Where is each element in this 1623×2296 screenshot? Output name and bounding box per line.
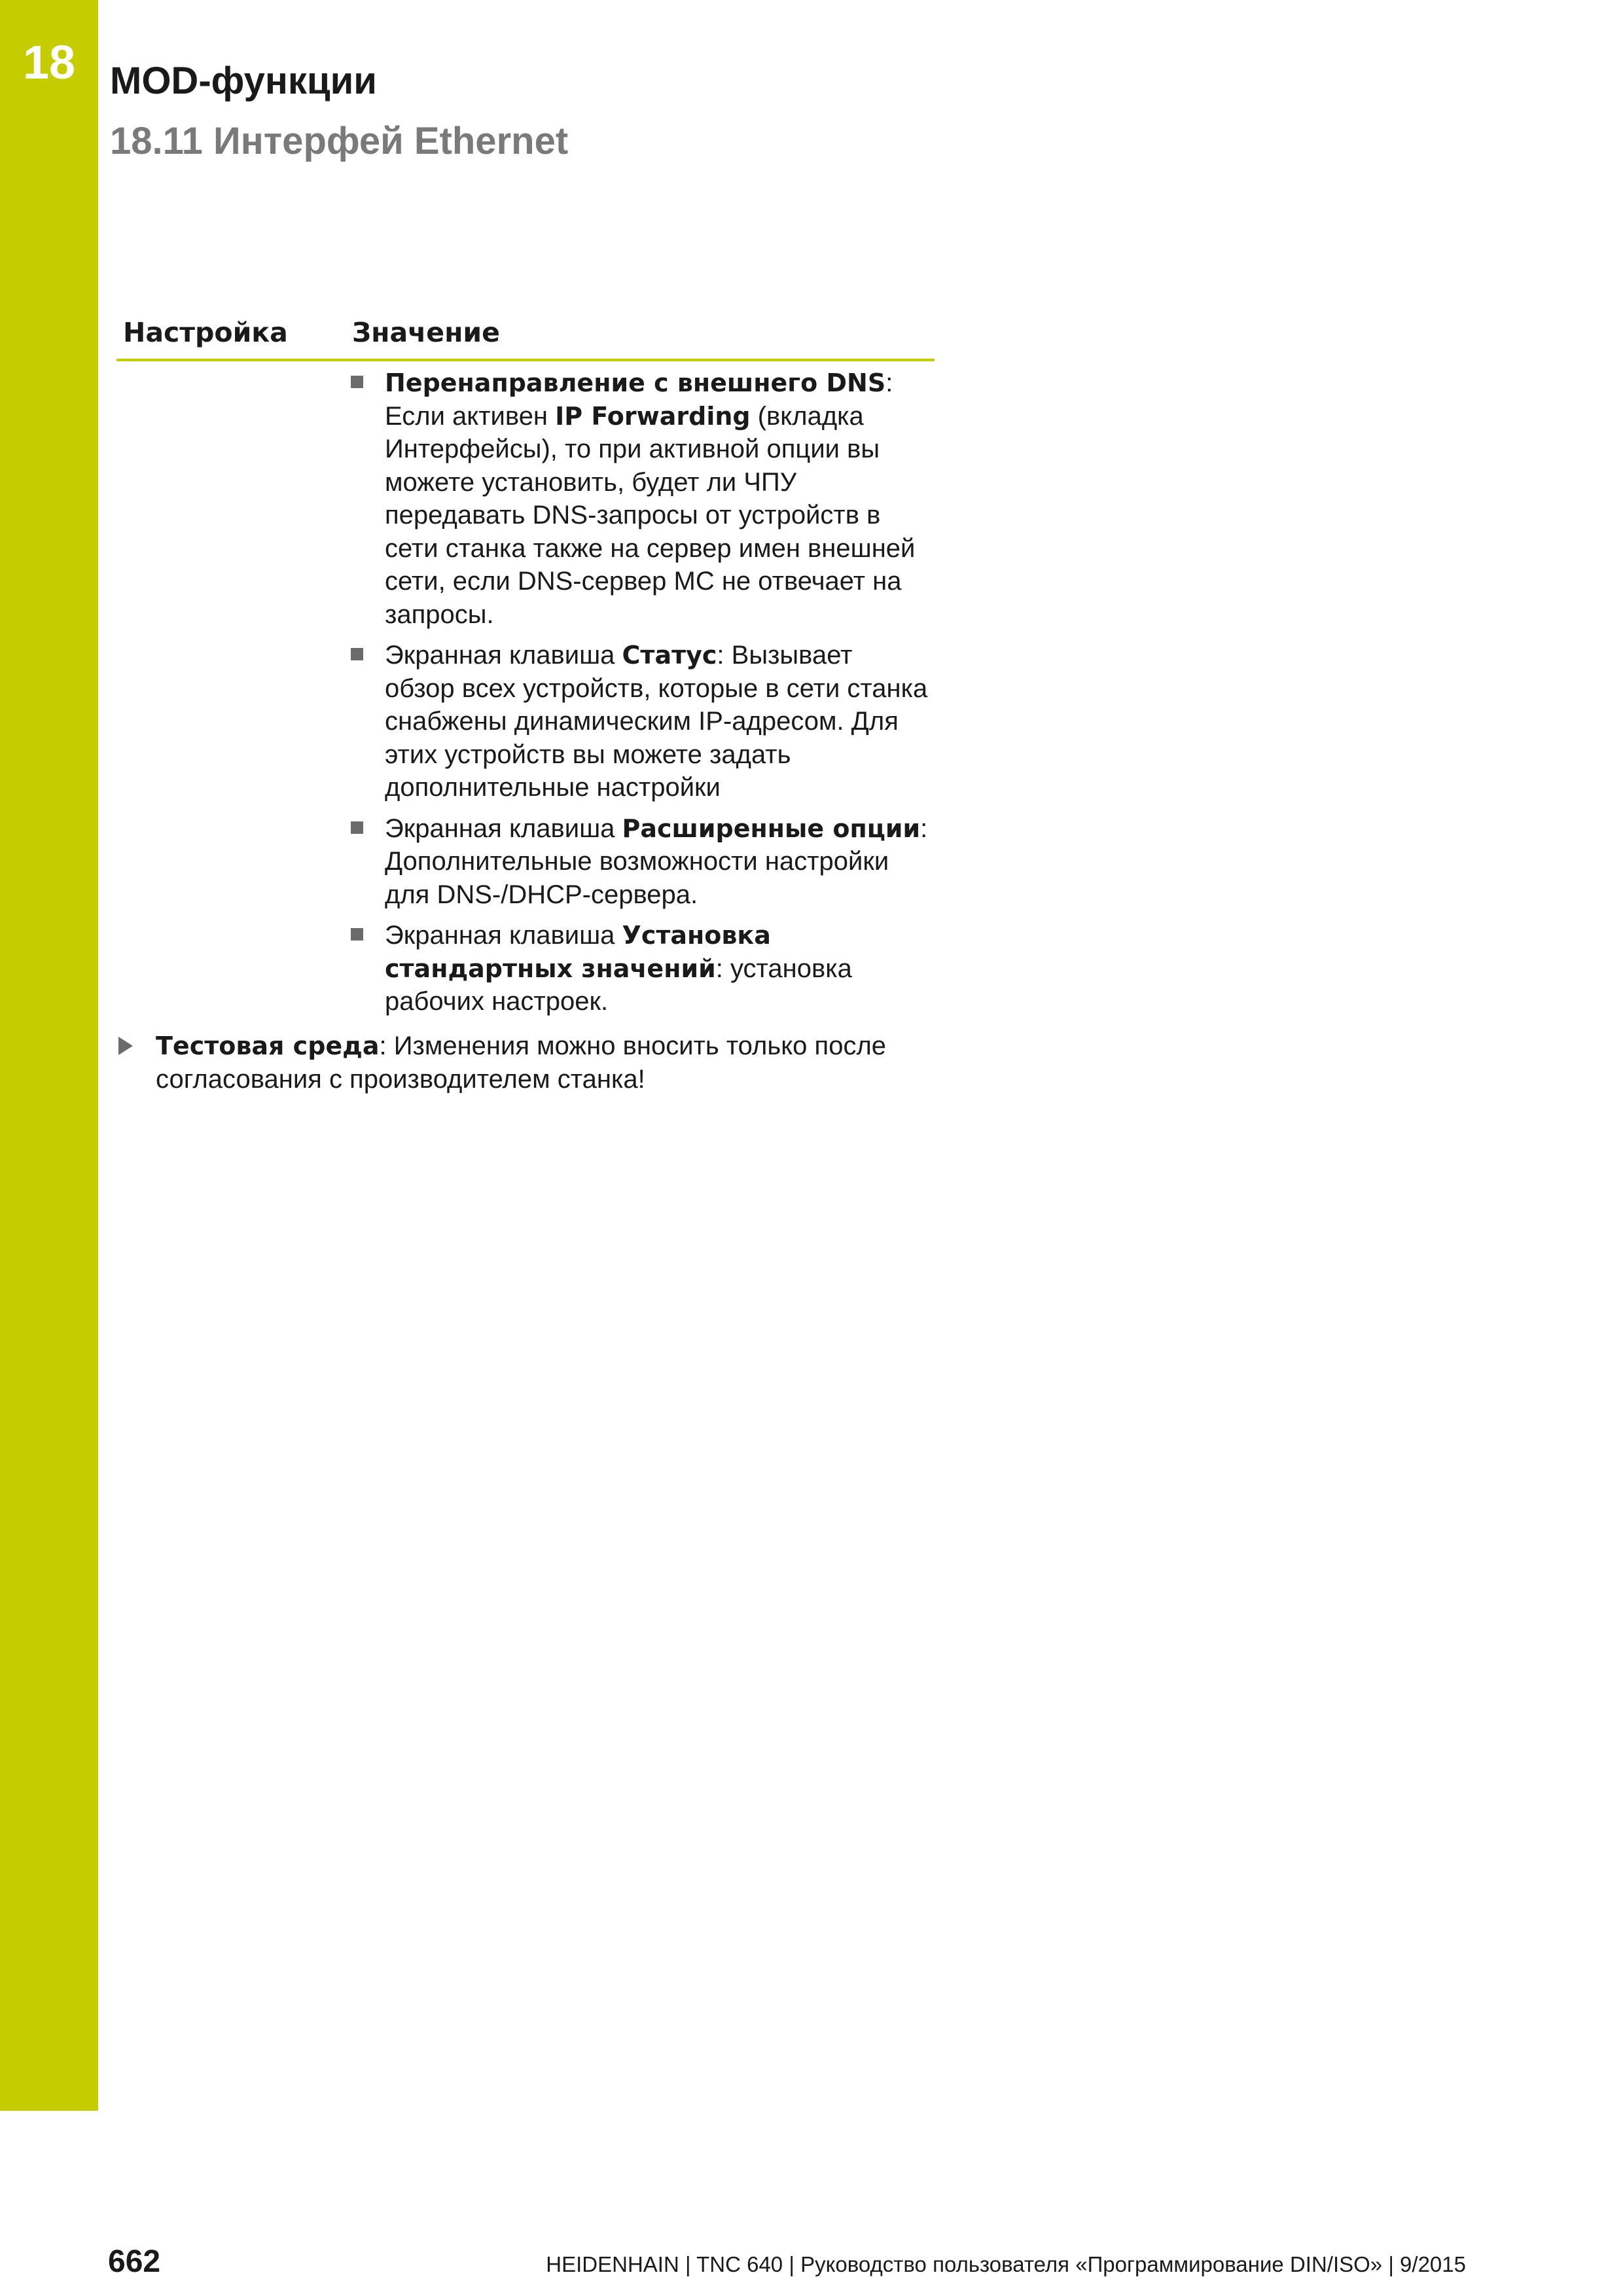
- item-bold-label-2: IP Forwarding: [555, 401, 751, 431]
- item-text: : Если активен: [385, 368, 893, 431]
- item-bold-label: Расширенные опции: [622, 814, 921, 843]
- square-bullet-icon: [351, 821, 363, 834]
- item-text-2: (вкладка Интерфейсы), то при активной опции вы можете установить, будет ли ЧПУ передавать DNS-запросы от устройств в сети станка также на сервер имен внешней сети, если DNS-сервер МС не отвечает на запросы.: [385, 401, 916, 629]
- square-bullet-icon: [351, 648, 363, 660]
- item-text: : Вызывает обзор всех устройств, которые в сети станка снабжены динамическим IP-адресом. Для этих устройств вы можете задать дополнительные настройки: [385, 641, 928, 802]
- item-bold-label: Установка стандартных значений: [385, 921, 771, 983]
- item-bold-label: Статус: [622, 641, 717, 670]
- list-item: [346, 812, 928, 912]
- table-header: [116, 314, 935, 361]
- item-prefix: Экранная клавиша: [385, 641, 622, 670]
- item-prefix: Экранная клавиша: [385, 814, 622, 843]
- item-prefix: Экранная клавиша: [385, 921, 622, 950]
- footer-text: HEIDENHAIN | TNC 640 | Руководство пользователя «Программирование DIN/ISO» | 9/2015: [546, 2252, 1466, 2276]
- chapter-side-bar: [0, 0, 98, 2111]
- item-text: : установка рабочих настроек.: [385, 954, 852, 1016]
- test-environment-text: [116, 1030, 908, 1096]
- test-environment-description: : Изменения можно вносить только после согласования с производителем станка!: [156, 1031, 887, 1094]
- list-item: [346, 367, 928, 631]
- item-bold-label: Перенаправление с внешнего DNS: [385, 368, 886, 397]
- chapter-title: MOD-функции: [110, 60, 377, 102]
- triangle-arrow-icon: [118, 1037, 133, 1055]
- header-value: Значение: [352, 317, 500, 348]
- page-number: 662: [108, 2244, 161, 2279]
- chapter-number: 18: [22, 37, 76, 89]
- test-environment-label: Тестовая среда: [156, 1031, 380, 1060]
- table-body: [116, 361, 935, 1018]
- item-text: : Дополнительные возможности настройки для DNS-/DHCP-сервера.: [385, 814, 928, 909]
- square-bullet-icon: [351, 928, 363, 941]
- section-title: 18.11 Интерфей Ethernet: [110, 120, 569, 162]
- test-environment-note: [116, 1030, 935, 1096]
- settings-table: [116, 314, 935, 1026]
- header-setting: Настройка: [123, 317, 288, 348]
- square-bullet-icon: [351, 376, 363, 388]
- list-item: [346, 919, 928, 1018]
- list-item: [346, 639, 928, 804]
- value-bullet-list: [346, 367, 935, 1018]
